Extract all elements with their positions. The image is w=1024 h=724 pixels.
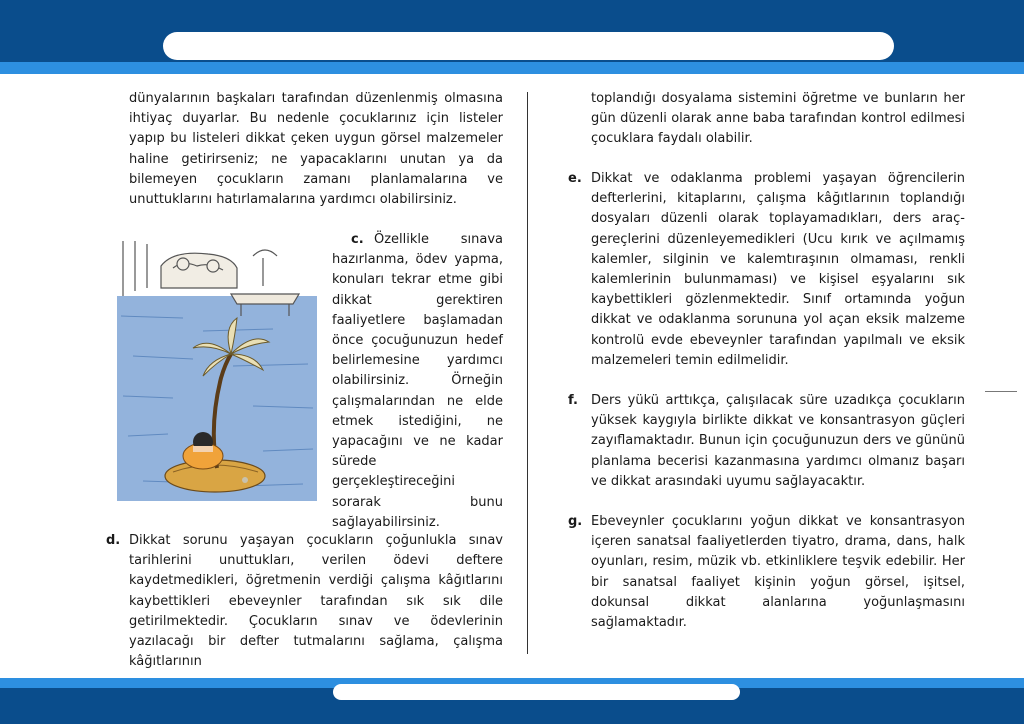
page-edge-mark bbox=[985, 391, 1017, 392]
item-e-marker: e. bbox=[568, 171, 582, 186]
header-title-bar bbox=[163, 32, 894, 60]
item-e-paragraph: Dikkat ve odaklanma problemi yaşayan öğrencilerin defterlerini, kitaplarını, çalışma kâğıtlarının toplandığı dosyaları düzenli olarak toplayamadıkları, ders araç-gereçlerini düzenleyemedikleri (Ucu kırık ve açılmamış kalemler, silginin ve kalemtıraşının olmaması, renkli kalemlerinin bulunmaması) ve kişisel eşyalarını sık kaybettikleri gözlenmektedir. Sınıf ortamında yoğun dikkat ve odaklanma sorununa yol açan eksik malzeme kontrolü evde ebeveynler tarafından yapılmalı ve eksik malzemeleri temin edilmelidir. bbox=[591, 171, 965, 368]
column-divider bbox=[527, 92, 528, 654]
continuation-paragraph: toplandığı dosyalama sistemini öğretme ve bunların her gün düzenli olarak anne baba tarafından kontrol edilmesi çocuklara faydalı olabilir. bbox=[591, 91, 965, 147]
item-d-paragraph: Dikkat sorunu yaşayan çocukların çoğunlukla sınav tarihlerini unuttukları, verilen ödevi deftere kaydetmedikleri, öğretmenin verdiği çalışma kâğıtlarını kaybettikleri ebeveynler tarafından sık sık dile getirilmektedir. Çocukların sınav ve ödevlerinin yazılacağı bir defter tutmalarını sağlama, çalışma kâğıtlarının bbox=[129, 533, 503, 670]
item-g-marker: g. bbox=[568, 514, 583, 529]
item-c-marker: c. bbox=[351, 232, 364, 247]
item-f-paragraph: Ders yükü arttıkça, çalışılacak süre uzadıkça çocukların yüksek kaygıyla birlikte dikkat ve konsantrasyon güçleri zayıflamaktadır. Bunun için çocuğunuzun ders ve gününü planlama becerisi kazanmasına yardımcı olmanız başarı ve dikkat arasındaki uyumu sağlayacaktır. bbox=[591, 393, 965, 489]
footer-bar bbox=[333, 684, 740, 700]
island-sketch-illustration bbox=[113, 236, 323, 502]
intro-paragraph: dünyalarının başkaları tarafından düzenlenmiş olmasına ihtiyaç duyarlar. Bu nedenle çocuklarınız için listeler yapıp bu listeleri dikkat çeken uygun görsel malzemeler haline getirirseniz; ne yapacaklarını unutan ya da bilemeyen çocukların zamanı planlamalarına ve unuttuklarını hatırlamalarına yardımcı olabilirsiniz. bbox=[129, 91, 503, 208]
item-c-paragraph: Özellikle sınava hazırlanma, ödev yapma, konuları tekrar etme gibi dikkat gerektiren faaliyetlere başlamadan önce çocuğunuzun hedef belirlemesine yardımcı olabilirsiniz. Örneğin çalışmalarından ne elde etmek istediğini, ne yapacağını ve ne kadar sürede gerçekleştireceğini sorarak bunu sağlayabilirsiniz. bbox=[332, 232, 503, 530]
item-f-marker: f. bbox=[568, 393, 578, 408]
item-d-marker: d. bbox=[106, 533, 121, 548]
item-g-paragraph: Ebeveynler çocuklarını yoğun dikkat ve konsantrasyon içeren sanatsal faaliyetlerden tiyatro, drama, dans, halk oyunları, resim, müzik vb. etkinliklere teşvik edebilir. Her bir sanatsal faaliyet kişinin yoğun görsel, işitsel, dokunsal dikkat alanlarına yoğunlaşmasını sağlamaktadır. bbox=[591, 514, 965, 631]
header-stripe bbox=[0, 62, 1024, 74]
